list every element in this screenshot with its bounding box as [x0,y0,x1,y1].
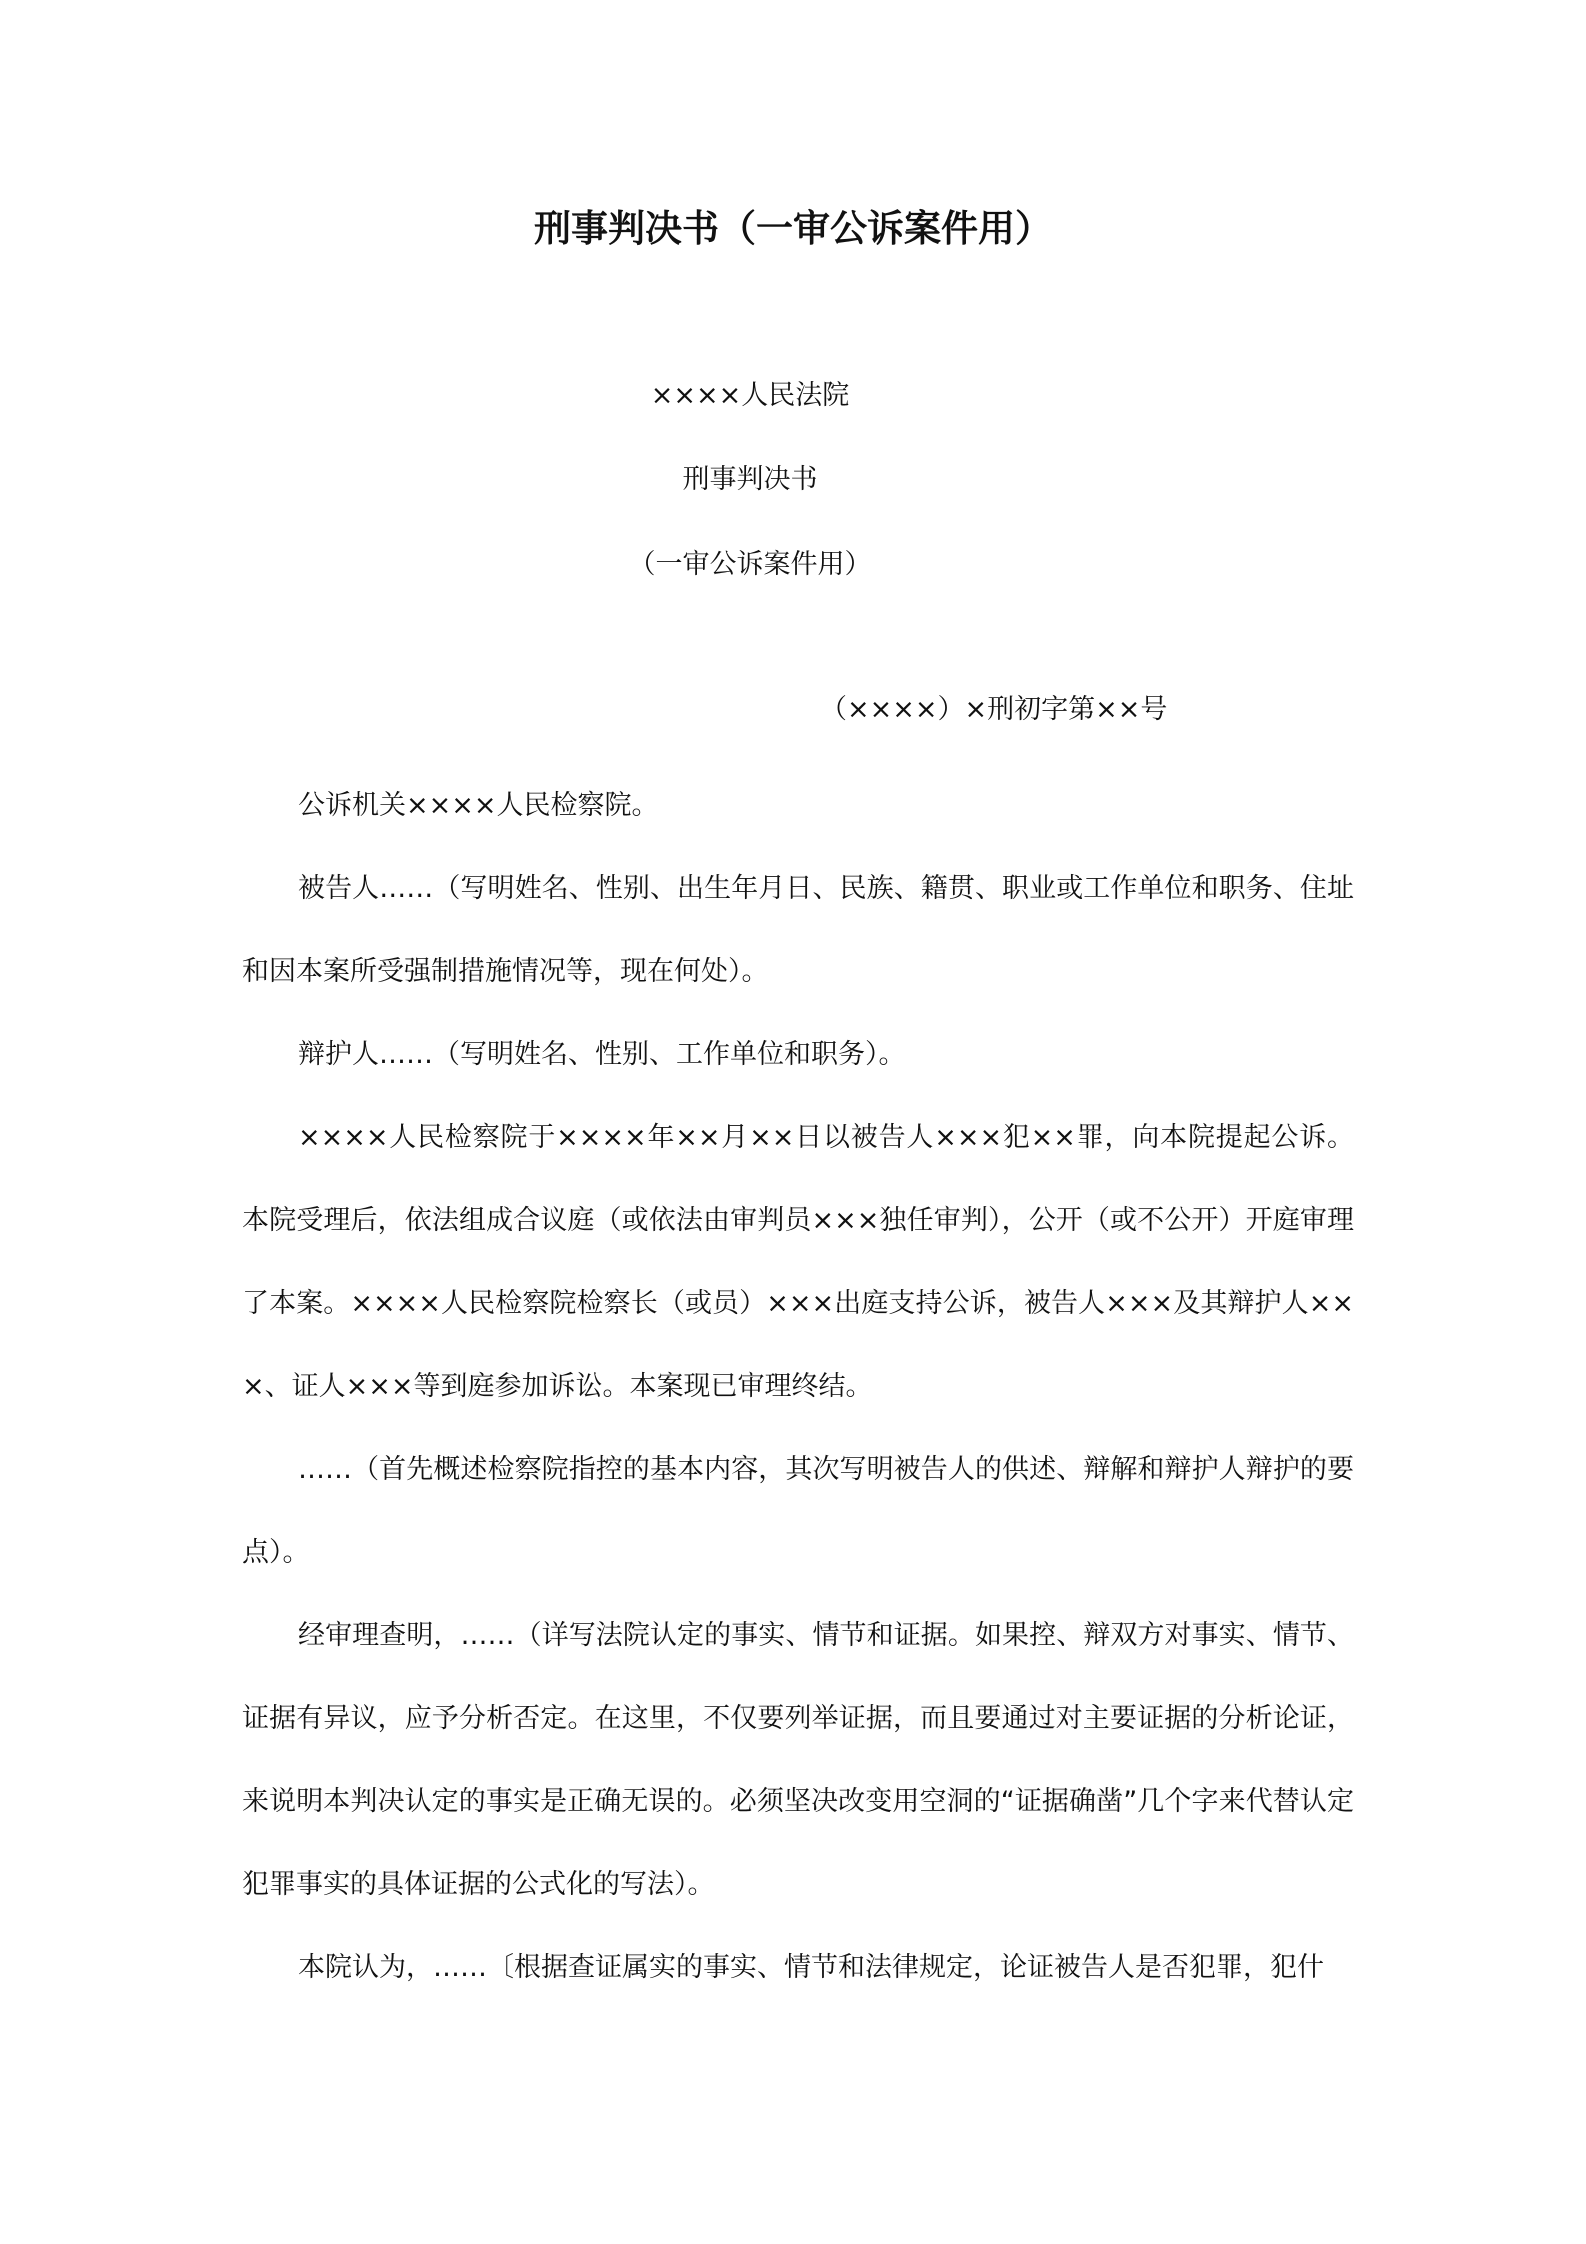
paragraph-allegations: ……（首先概述检察院指控的基本内容，其次写明被告人的供述、辩解和辩护人辩护的要点）。 [242,1454,1354,1568]
paragraph-defendant: 被告人……（写明姓名、性别、出生年月日、民族、籍贯、职业或工作单位和职务、住址和因本案所受强制措施情况等，现在何处）。 [242,873,1354,987]
document-body [242,764,1354,2009]
paragraph-defender: 辩护人……（写明姓名、性别、工作单位和职务）。 [298,1039,906,1070]
case-type: （一审公诉案件用） [628,549,872,580]
case-number: （××××）×刑初字第××号 [820,694,1168,725]
court-name: ××××人民法院 [650,380,850,411]
paragraph-findings: 经审理查明，……（详写法院认定的事实、情节和证据。如果控、辩双方对事实、情节、证据有异议，应予分析否定。在这里，不仅要列举证据，而且要通过对主要证据的分析论证，来说明本判决认定的事实是正确无误的。必须坚决改变用空洞的“证据确凿”几个字来代替认定犯罪事实的具体证据的公式化的写法）。 [242,1620,1354,1900]
paragraph-court-opinion: 本院认为，……〔根据查证属实的事实、情节和法律规定，论证被告人是否犯罪，犯什 [298,1952,1324,1983]
document-title: 刑事判决书（一审公诉案件用） [534,207,1052,250]
paragraph-prosecution-authority: 公诉机关××××人民检察院。 [298,790,659,821]
paragraph-procedure: ××××人民检察院于××××年××月××日以被告人×××犯××罪，向本院提起公诉。本院受理后，依法组成合议庭（或依法由审判员×××独任审判），公开（或不公开）开庭审理了本案。××××人民检察院检察长（或员）×××出庭支持公诉，被告人×××及其辩护人×××、证人×××等到庭参加诉讼。本案现已审理终结。 [242,1122,1354,1402]
judgment-name: 刑事判决书 [682,464,818,495]
